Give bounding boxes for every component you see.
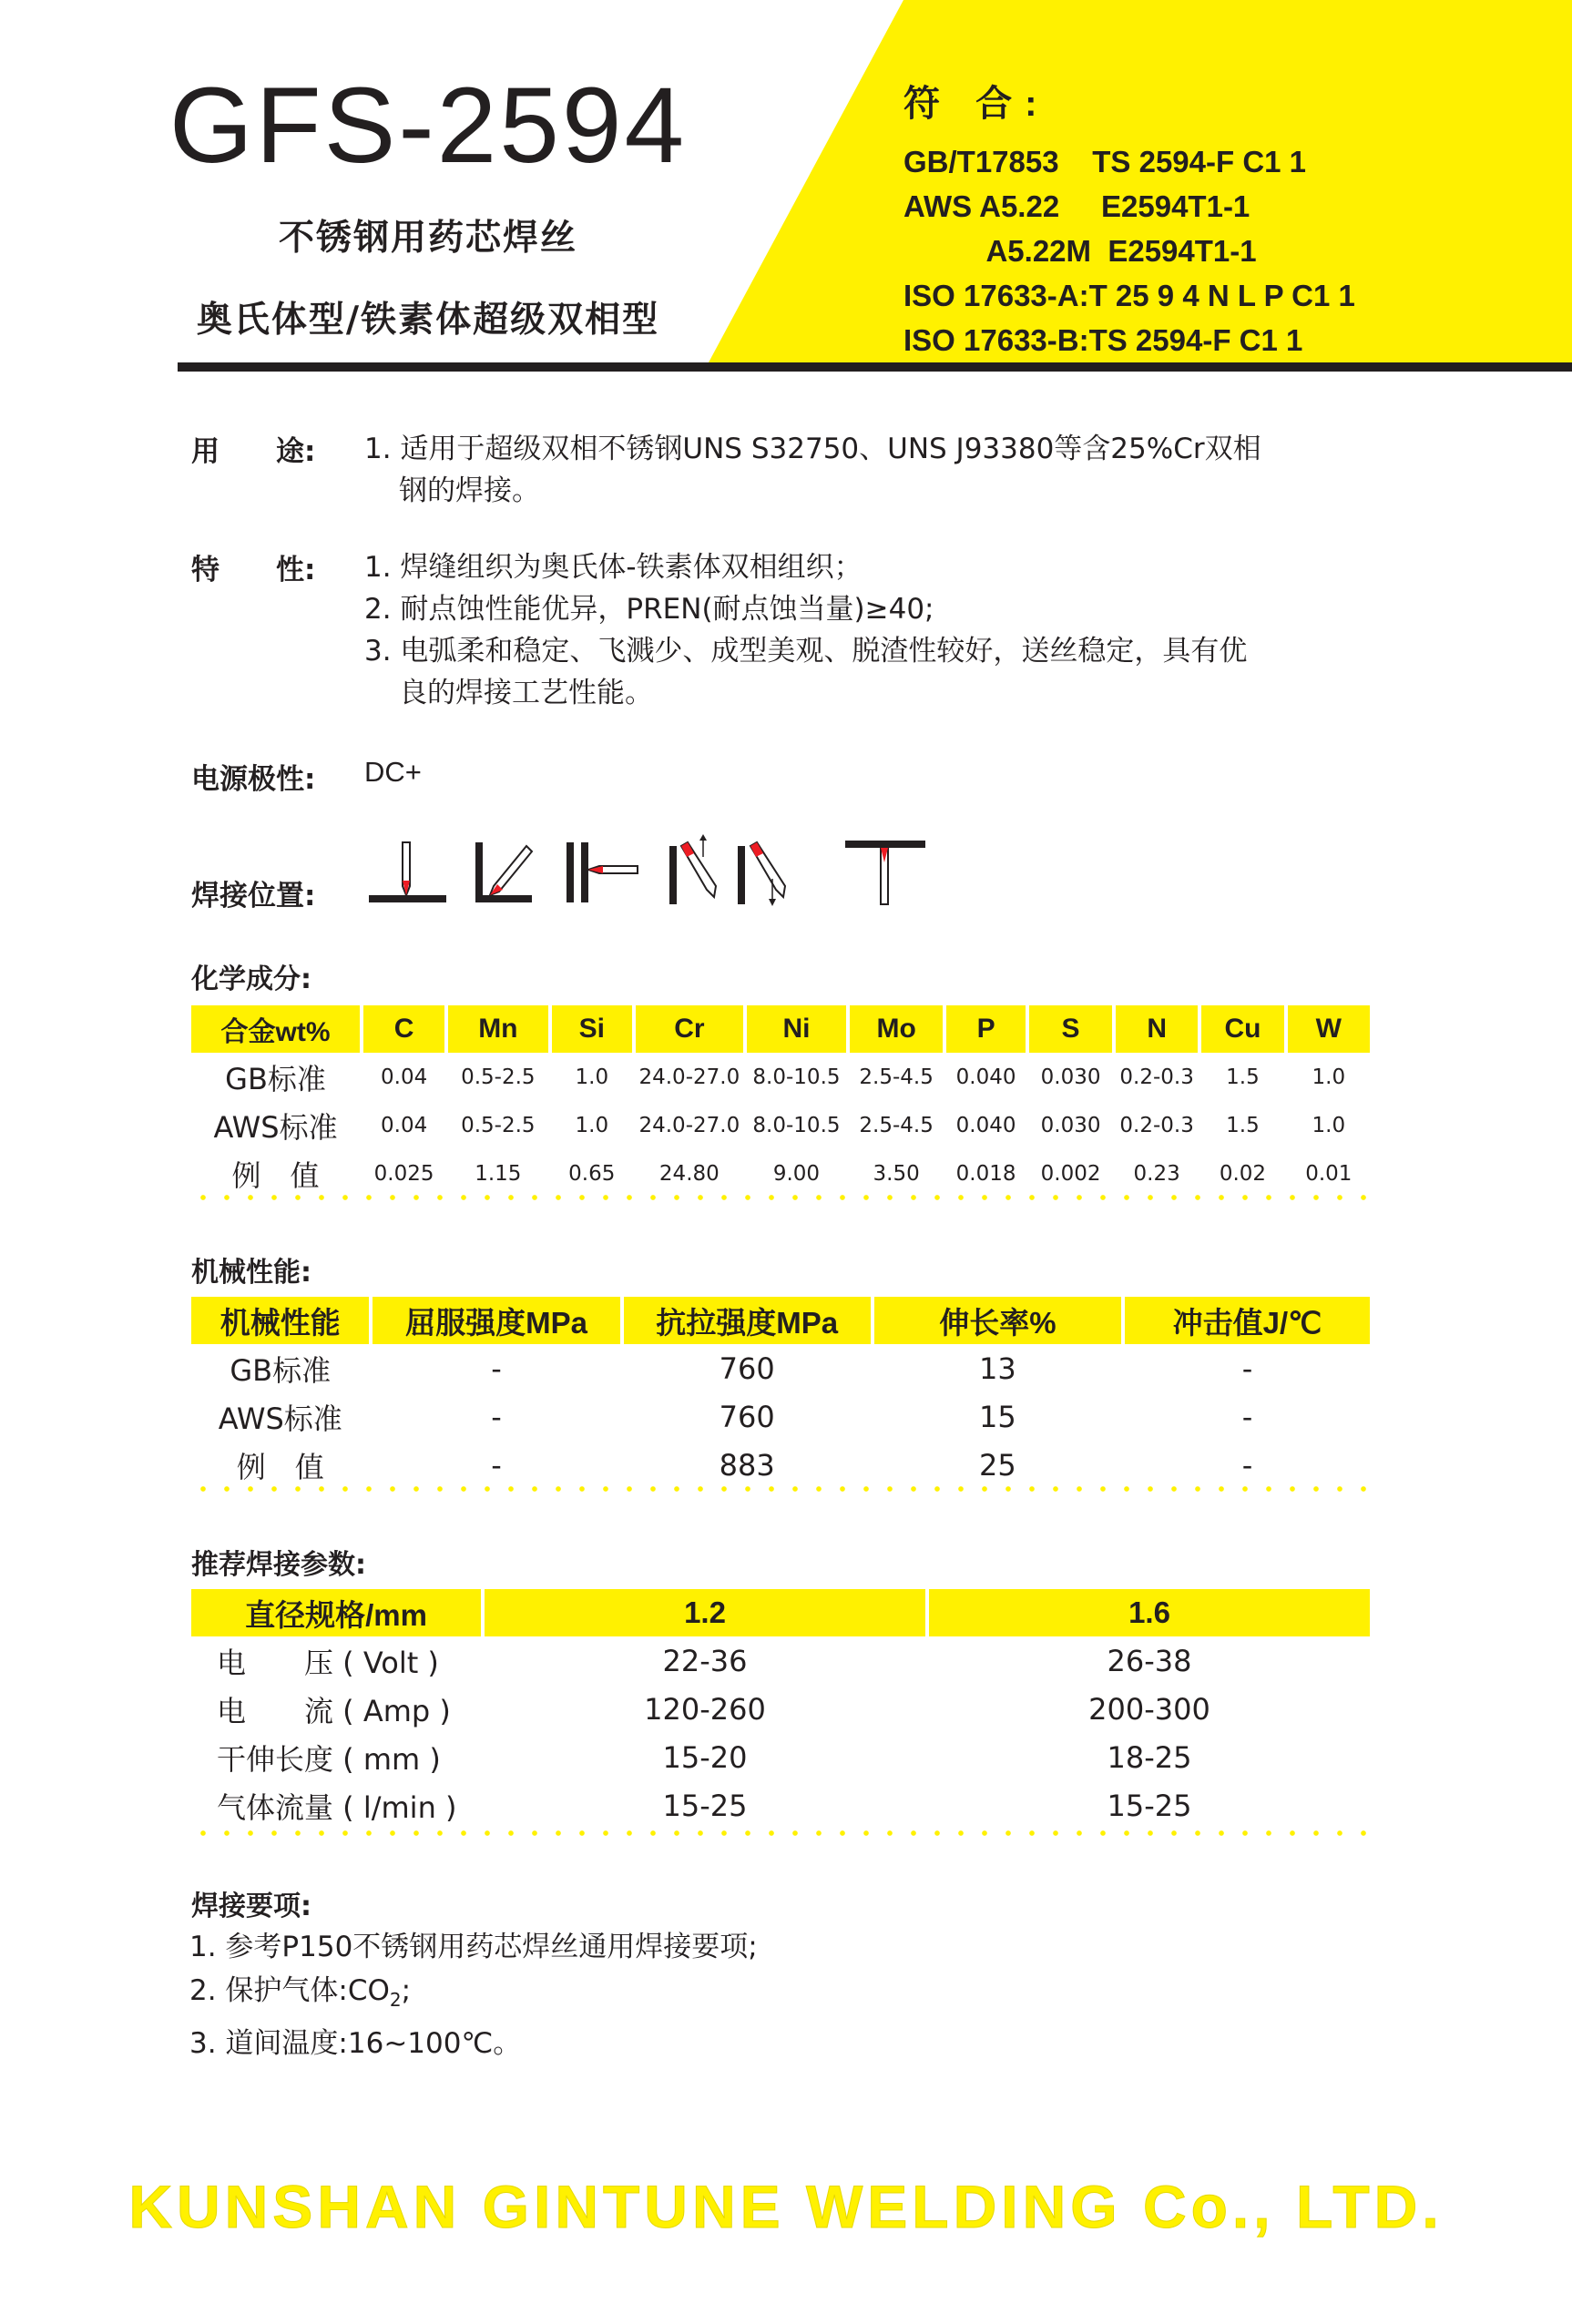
usage-line: 钢的焊接。 [399, 474, 540, 507]
chemistry-header-row [191, 1005, 1370, 1053]
table-cell: - [1241, 1447, 1253, 1483]
horizontal-fillet-icon [475, 842, 532, 902]
table-cell: 0.04 [381, 1113, 428, 1137]
column-header: 直径规格/mm [191, 1589, 481, 1636]
table-cell: - [491, 1399, 502, 1434]
feature-line: 良的焊接工艺性能。 [399, 677, 653, 709]
row-label: AWS标准 [213, 1109, 338, 1145]
product-type: 不锈钢用药芯焊丝 [278, 218, 577, 259]
table-cell: 0.65 [568, 1161, 616, 1186]
company-name-footer: KUNSHAN GINTUNE WELDING Co., LTD. [128, 2173, 1444, 2240]
mechanical-dotted-divider [191, 1486, 1375, 1492]
mechanical-table [188, 1297, 1373, 1489]
table-cell: 0.2-0.3 [1119, 1065, 1194, 1089]
table-cell: 15-25 [1107, 1788, 1192, 1823]
column-header: Si [552, 1005, 632, 1053]
row-label: 电 压 ( Volt ) [217, 1645, 439, 1680]
column-header: 机械性能 [191, 1297, 369, 1344]
table-cell: 0.5-2.5 [461, 1113, 536, 1137]
welding-params-header-row [191, 1589, 1370, 1636]
table-cell: 22-36 [662, 1643, 748, 1678]
column-header: P [946, 1005, 1026, 1053]
vertical-up-icon [669, 834, 716, 904]
standard-iso-b: ISO 17633-B:TS 2594-F C1 1 [903, 323, 1303, 357]
notes-list [189, 1925, 1282, 2065]
table-cell: 0.030 [1040, 1113, 1101, 1137]
table-row [191, 1636, 1370, 1685]
column-header: Ni [747, 1005, 846, 1053]
table-row [191, 1781, 1370, 1830]
table-cell: 1.5 [1226, 1113, 1260, 1137]
flat-position-icon [369, 842, 446, 902]
standards-title: 符 合: [903, 84, 1050, 124]
table-cell: 1.5 [1226, 1065, 1260, 1089]
table-cell: 760 [719, 1351, 775, 1386]
table-row [191, 1685, 1370, 1733]
column-header: 屈服强度MPa [373, 1297, 619, 1344]
table-cell: 8.0-10.5 [752, 1065, 841, 1089]
table-cell: - [491, 1447, 502, 1483]
column-header: Cr [636, 1005, 743, 1053]
overhead-position-icon [845, 841, 925, 904]
column-header: 冲击值J/℃ [1125, 1297, 1370, 1344]
usage-label: 用 途: [191, 435, 316, 468]
vertical-down-icon [738, 842, 785, 906]
column-header: 抗拉强度MPa [624, 1297, 871, 1344]
table-cell: 2.5-4.5 [859, 1113, 934, 1137]
row-label: GB标准 [225, 1061, 326, 1096]
table-cell: 0.040 [955, 1065, 1016, 1089]
table-cell: 25 [979, 1447, 1016, 1483]
welding-positions-icons [364, 833, 929, 911]
standard-gb: GB/T17853 TS 2594-F C1 1 [903, 145, 1307, 178]
feature-line: 1. 焊缝组织为奥氏体-铁素体双相组织； [364, 551, 863, 584]
table-cell: 24.0-27.0 [638, 1065, 740, 1089]
chemistry-table [188, 1005, 1373, 1198]
table-cell: 15 [979, 1399, 1016, 1434]
column-header: N [1116, 1005, 1198, 1053]
table-row [191, 1344, 1370, 1392]
column-header: 1.2 [485, 1589, 925, 1636]
row-label: 例 值 [236, 1449, 324, 1484]
note-subscript: 2 [389, 1989, 402, 2012]
welding-params-dotted-divider [191, 1830, 1375, 1836]
table-cell: 1.0 [1312, 1065, 1346, 1089]
table-cell: 0.018 [955, 1161, 1016, 1186]
table-row [191, 1733, 1370, 1781]
table-cell: 0.030 [1040, 1065, 1101, 1089]
table-cell: 0.23 [1133, 1161, 1180, 1186]
table-cell: 8.0-10.5 [752, 1113, 841, 1137]
table-row [191, 1149, 1370, 1198]
mechanical-header-row [191, 1297, 1370, 1344]
row-label: GB标准 [230, 1352, 332, 1388]
table-cell: 1.15 [475, 1161, 522, 1186]
table-cell: 24.0-27.0 [638, 1113, 740, 1137]
table-cell: - [1241, 1399, 1253, 1434]
table-cell: 0.5-2.5 [461, 1065, 536, 1089]
standards-block [903, 75, 1559, 362]
table-cell: 1.0 [575, 1065, 609, 1089]
usage-line: 1. 适用于超级双相不锈钢UNS S32750、UNS J93380等含25%Cr双相 [364, 433, 1261, 465]
positions-label: 焊接位置: [191, 880, 316, 912]
table-cell: 9.00 [772, 1161, 821, 1186]
polarity-label: 电源极性: [191, 763, 316, 796]
standard-iso-a: ISO 17633-A:T 25 9 4 N L P C1 1 [903, 279, 1355, 312]
welding-params-table [188, 1589, 1373, 1830]
product-model: GFS-2594 [168, 66, 688, 186]
table-cell: 0.02 [1219, 1161, 1267, 1186]
table-cell: 0.01 [1305, 1161, 1353, 1186]
table-cell: 0.04 [381, 1065, 428, 1089]
table-cell: 13 [979, 1351, 1016, 1386]
column-header: S [1029, 1005, 1112, 1053]
welding-params-title: 推荐焊接参数: [191, 1549, 366, 1581]
table-row [191, 1053, 1370, 1101]
column-header: 伸长率% [874, 1297, 1121, 1344]
table-cell: - [1241, 1351, 1253, 1386]
table-cell: 24.80 [658, 1161, 720, 1186]
table-cell: 1.0 [575, 1113, 609, 1137]
table-cell: 15-20 [662, 1739, 748, 1775]
table-cell: 15-25 [662, 1788, 748, 1823]
note-item: 3. 道间温度:16~100℃。 [189, 2027, 522, 2061]
table-cell: 200-300 [1088, 1691, 1210, 1727]
header-rule [178, 362, 1572, 372]
note-item: 1. 参考P150不锈钢用药芯焊丝通用焊接要项; [189, 1931, 758, 1963]
table-cell: 0.040 [955, 1113, 1016, 1137]
product-category: 奥氏体型/铁素体超级双相型 [196, 300, 660, 341]
table-cell: 26-38 [1107, 1643, 1192, 1678]
table-cell: 0.002 [1040, 1161, 1101, 1186]
table-cell: 883 [719, 1447, 775, 1483]
table-row [191, 1392, 1370, 1441]
column-header: 1.6 [929, 1589, 1370, 1636]
row-label: AWS标准 [218, 1401, 342, 1436]
table-cell: 0.2-0.3 [1119, 1113, 1194, 1137]
chemistry-title: 化学成分: [191, 963, 311, 995]
horizontal-position-icon [567, 842, 638, 902]
table-cell: 0.025 [373, 1161, 434, 1186]
feature-line: 2. 耐点蚀性能优异，PREN(耐点蚀当量)≥40; [364, 593, 934, 626]
table-cell: 18-25 [1107, 1739, 1192, 1775]
feature-line: 3. 电弧柔和稳定、飞溅少、成型美观、脱渣性较好，送丝稳定，具有优 [364, 635, 1248, 668]
table-cell: 760 [719, 1399, 775, 1434]
standard-aws-metric: A5.22M E2594T1-1 [903, 234, 1257, 268]
features-label: 特 性: [191, 554, 316, 586]
table-row [191, 1101, 1370, 1149]
table-row [191, 1441, 1370, 1489]
note-text: 2. 保护气体:CO [189, 1974, 390, 2007]
column-header: 合金wt% [191, 1005, 360, 1053]
table-cell: 1.0 [1312, 1113, 1346, 1137]
features-text [364, 546, 1403, 714]
note-text: ; [401, 1974, 412, 2007]
column-header: Cu [1201, 1005, 1283, 1053]
row-label: 电 流 ( Amp ) [217, 1693, 451, 1728]
usage-text [364, 428, 1403, 512]
row-label: 干伸长度 ( mm ) [217, 1741, 441, 1777]
table-cell: 120-260 [644, 1691, 766, 1727]
column-header: Mn [448, 1005, 547, 1053]
chemistry-dotted-divider [191, 1195, 1375, 1200]
standard-aws: AWS A5.22 E2594T1-1 [903, 189, 1250, 223]
mechanical-title: 机械性能: [191, 1257, 311, 1289]
column-header: W [1288, 1005, 1370, 1053]
column-header: Mo [850, 1005, 943, 1053]
column-header: C [363, 1005, 444, 1053]
notes-title: 焊接要项: [191, 1891, 311, 1922]
row-label: 气体流量 ( l/min ) [217, 1789, 457, 1825]
table-cell: 2.5-4.5 [859, 1065, 934, 1089]
table-cell: - [491, 1351, 502, 1386]
note-item [189, 1969, 1282, 2022]
table-cell: 3.50 [873, 1161, 920, 1186]
polarity-value: DC+ [364, 756, 422, 788]
row-label: 例 值 [231, 1157, 320, 1193]
